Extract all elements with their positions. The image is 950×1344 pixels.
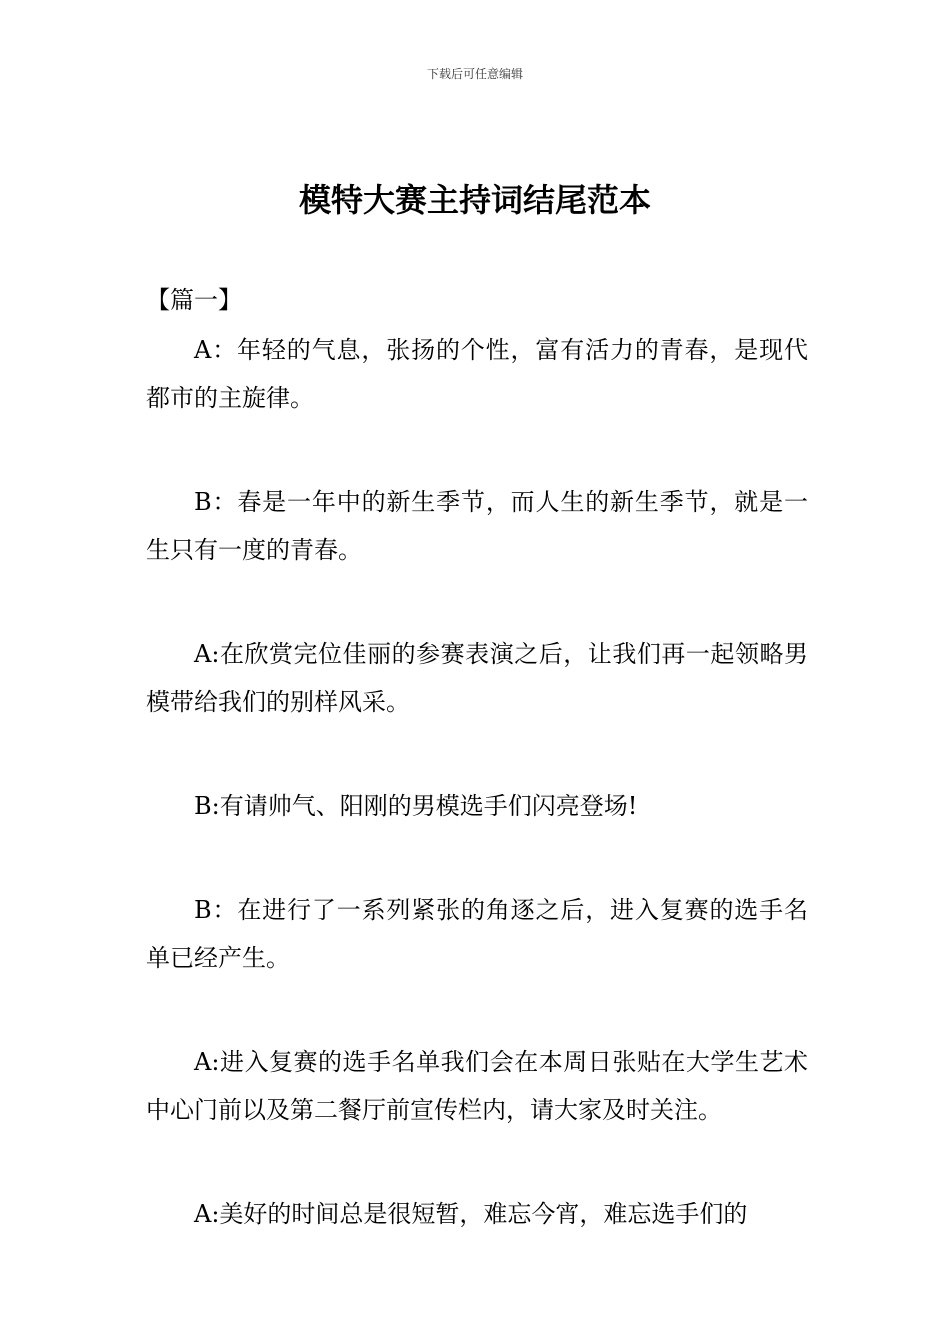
document-title: 模特大赛主持词结尾范本 bbox=[298, 181, 651, 219]
paragraph: A:进入复赛的选手名单我们会在本周日张贴在大学生艺术中心门前以及第二餐厅前宣传栏内，请大家及时关注。 bbox=[146, 1048, 808, 1124]
document-body bbox=[146, 326, 808, 1294]
paragraph: A：年轻的气息，张扬的个性，富有活力的青春，是现代都市的主旋律。 bbox=[146, 336, 808, 412]
section-heading: 【篇一】 bbox=[146, 286, 242, 314]
paragraph: A:美好的时间总是很短暂，难忘今宵，难忘选手们的 bbox=[194, 1200, 748, 1228]
paragraph: A:在欣赏完位佳丽的参赛表演之后，让我们再一起领略男模带给我们的别样风采。 bbox=[146, 640, 808, 716]
header-note: 下载后可任意编辑 bbox=[426, 67, 523, 81]
paragraph: B:有请帅气、阳刚的男模选手们闪亮登场! bbox=[194, 792, 638, 820]
paragraph: B：春是一年中的新生季节，而人生的新生季节，就是一生只有一度的青春。 bbox=[146, 488, 808, 564]
paragraph: B：在进行了一系列紧张的角逐之后，进入复赛的选手名单已经产生。 bbox=[146, 896, 808, 972]
